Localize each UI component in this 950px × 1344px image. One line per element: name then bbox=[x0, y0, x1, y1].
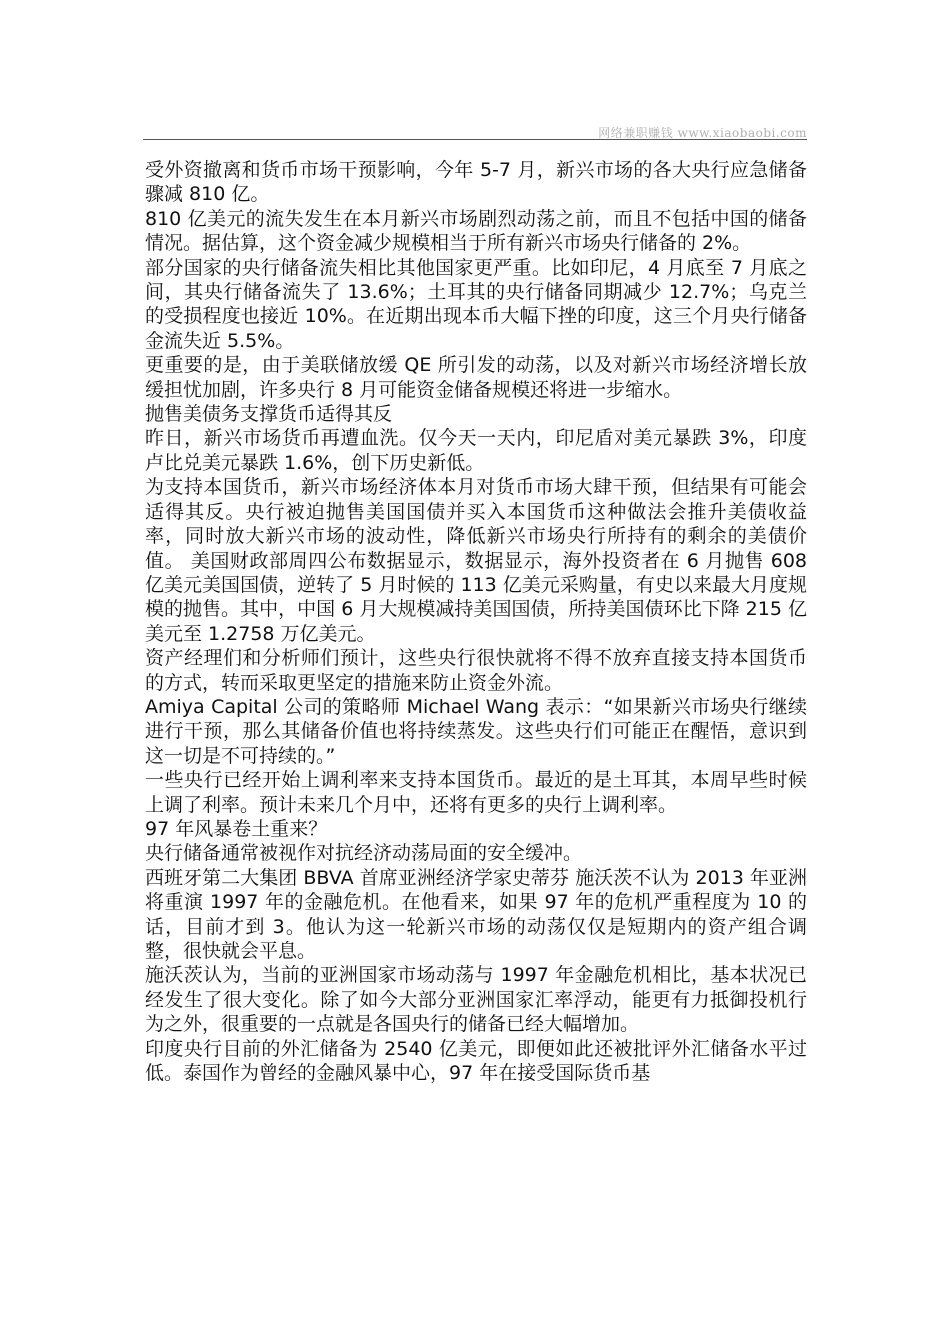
section-heading: 97 年风暴卷土重来？ bbox=[145, 817, 328, 840]
document-body bbox=[145, 158, 807, 1085]
paragraph: 昨日，新兴市场货币再遭血洗。仅今天一天内，印尼盾对美元暴跌 3%，印度卢比兑美元暴跌 1.6%，创下历史新低。 bbox=[145, 427, 807, 474]
paragraph: 资产经理们和分析师们预计，这些央行很快就将不得不放弃直接支持本国货币的方式，转而采取更坚定的措施来防止资金外流。 bbox=[145, 647, 807, 694]
paragraph: 印度央行目前的外汇储备为 2540 亿美元，即便如此还被批评外汇储备水平过低。泰国作为曾经的金融风暴中心，97 年在接受国际货币基 bbox=[145, 1037, 807, 1085]
paragraph: 央行储备通常被视作对抗经济动荡局面的安全缓冲。 bbox=[145, 842, 583, 865]
page-header-text: 网络兼职赚钱 www.xiaobaobi.com bbox=[598, 126, 807, 140]
paragraph: 一些央行已经开始上调利率来支持本国货币。最近的是土耳其，本周早些时候上调了利率。预计未来几个月中，还将有更多的央行上调利率。 bbox=[145, 769, 807, 816]
paragraph: 施沃茨认为，当前的亚洲国家市场动荡与 1997 年金融危机相比，基本状况已经发生了很大变化。除了如今大部分亚洲国家汇率浮动，能更有力抵御投机行为之外，很重要的一点就是各国央行的储备已经大幅增加。 bbox=[145, 964, 807, 1036]
paragraph: 西班牙第二大集团 BBVA 首席亚洲经济学家史蒂芬 施沃茨不认为 2013 年亚洲将重演 1997 年的金融危机。在他看来，如果 97 年的危机严重程度为 10 的话，目前才到 3。他认为这一轮新兴市场的动荡仅仅是短期内的资产组合调整，很快就会平息。 bbox=[145, 866, 807, 962]
paragraph: 更重要的是，由于美联储放缓 QE 所引发的动荡，以及对新兴市场经济增长放缓担忧加剧，许多央行 8 月可能资金储备规模还将进一步缩水。 bbox=[145, 354, 807, 401]
header-divider bbox=[143, 139, 807, 140]
paragraph: 部分国家的央行储备流失相比其他国家更严重。比如印尼，4 月底至 7 月底之间，其央行储备流失了 13.6%；土耳其的央行储备同期减少 12.7%；乌克兰的受损程度也接近 10%。在近期出现本币大幅下挫的印度，这三个月央行储备金流失近 5.5%。 bbox=[145, 256, 807, 352]
paragraph: 810 亿美元的流失发生在本月新兴市场剧烈动荡之前，而且不包括中国的储备情况。据估算，这个资金减少规模相当于所有新兴市场央行储备的 2%。 bbox=[145, 207, 807, 255]
paragraph: 为支持本国货币，新兴市场经济体本月对货币市场大肆干预，但结果有可能会适得其反。央行被迫抛售美国国债并买入本国货币这种做法会推升美债收益率，同时放大新兴市场的波动性，降低新兴市场央行所持有的剩余的美债价值。 美国财政部周四公布数据显示，数据显示，海外投资者在 6 月抛售 608 亿美元美国国债，逆转了 5 月时候的 113 亿美元采购量，有史以来最大月度规模的抛售。其中，中国 6 月大规模减持美国国债，所持美国债环比下降 215 亿美元至 1.2758 万亿美元。 bbox=[145, 476, 807, 645]
section-heading: 抛售美债务支撑货币适得其反 bbox=[145, 403, 393, 426]
paragraph: Amiya Capital 公司的策略师 Michael Wang 表示：“如果新兴市场央行继续进行干预，那么其储备价值也将持续蒸发。这些央行们可能正在醒悟，意识到这一切是不可持续的。” bbox=[145, 695, 807, 767]
paragraph: 受外资撤离和货币市场干预影响，今年 5-7 月，新兴市场的各大央行应急储备骤减 810 亿。 bbox=[145, 159, 807, 206]
